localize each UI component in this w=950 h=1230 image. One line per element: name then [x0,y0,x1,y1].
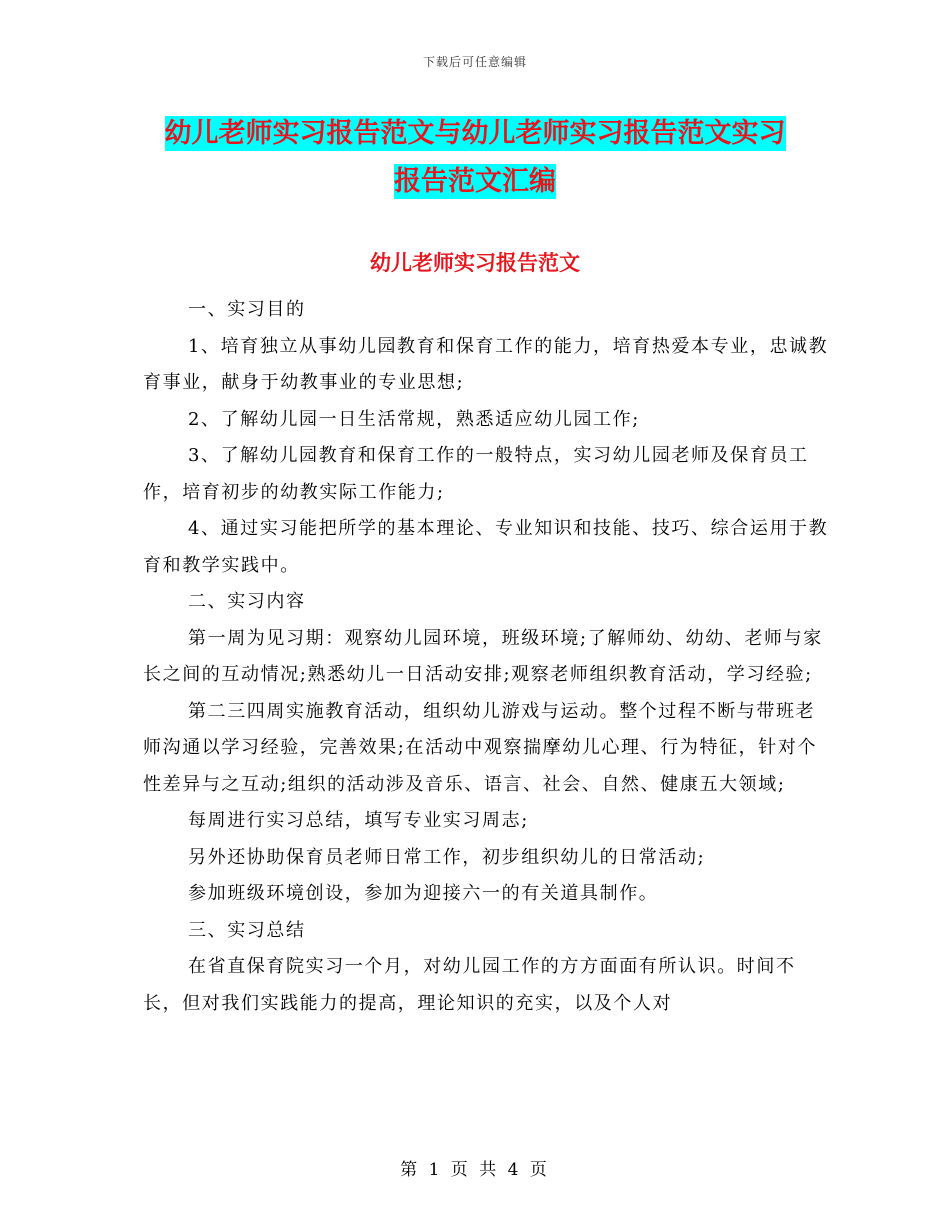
page-header-note: 下载后可任意编辑 [422,55,527,69]
paragraph-purpose-3: 3、了解幼儿园教育和保育工作的一般特点，实习幼儿园老师及保育员工作，培育初步的幼教实际工作能力; [143,445,809,503]
section-title: 幼儿老师实习报告范文 [370,251,580,275]
document-body [143,292,833,1022]
paragraph-week-1: 第一周为见习期：观察幼儿园环境，班级环境;了解师幼、幼幼、老师与家长之间的互动情况;熟悉幼儿一日活动安排;观察老师组织教育活动，学习经验; [143,627,823,685]
document-title-line-2: 报告范文汇编 [394,166,556,197]
page-number-footer: 第 1 页 共 4 页 [400,1160,550,1180]
paragraph-purpose-1: 1、培育独立从事幼儿园教育和保育工作的能力，培育热爱本专业，忠诚教育事业，献身于幼教事业的专业思想; [143,335,829,393]
paragraph-weeks-2-4: 第二三四周实施教育活动，组织幼儿游戏与运动。整个过程不断与带班老师沟通以学习经验，完善效果;在活动中观察揣摩幼儿心理、行为特征，针对个性差异与之互动;组织的活动涉及音乐、语言、社会、自然、健康五大领域; [143,700,818,795]
paragraph-environment: 参加班级环境创设，参加为迎接六一的有关道具制作。 [188,883,659,904]
paragraph-assist-work: 另外还协助保育员老师日常工作，初步组织幼儿的日常活动; [188,846,706,868]
paragraph-purpose-4: 4、通过实习能把所学的基本理论、专业知识和技能、技巧、综合运用于教育和教学实践中。 [143,518,829,576]
heading-practice-summary: 三、实习总结 [188,919,306,941]
paragraph-summary: 在省直保育院实习一个月，对幼儿园工作的方方面面有所认识。时间不长，但对我们实践能力的提高，理论知识的充实，以及个人对 [143,956,796,1014]
heading-practice-purpose: 一、实习目的 [188,299,306,320]
document-title [0,110,950,206]
paragraph-purpose-2: 2、了解幼儿园一日生活常规，熟悉适应幼儿园工作; [188,408,640,430]
heading-practice-content: 二、实习内容 [188,591,306,612]
document-title-line-1: 幼儿老师实习报告范文与幼儿老师实习报告范文实习 [164,118,786,149]
paragraph-weekly-summary: 每周进行实习总结，填写专业实习周志; [188,810,529,831]
